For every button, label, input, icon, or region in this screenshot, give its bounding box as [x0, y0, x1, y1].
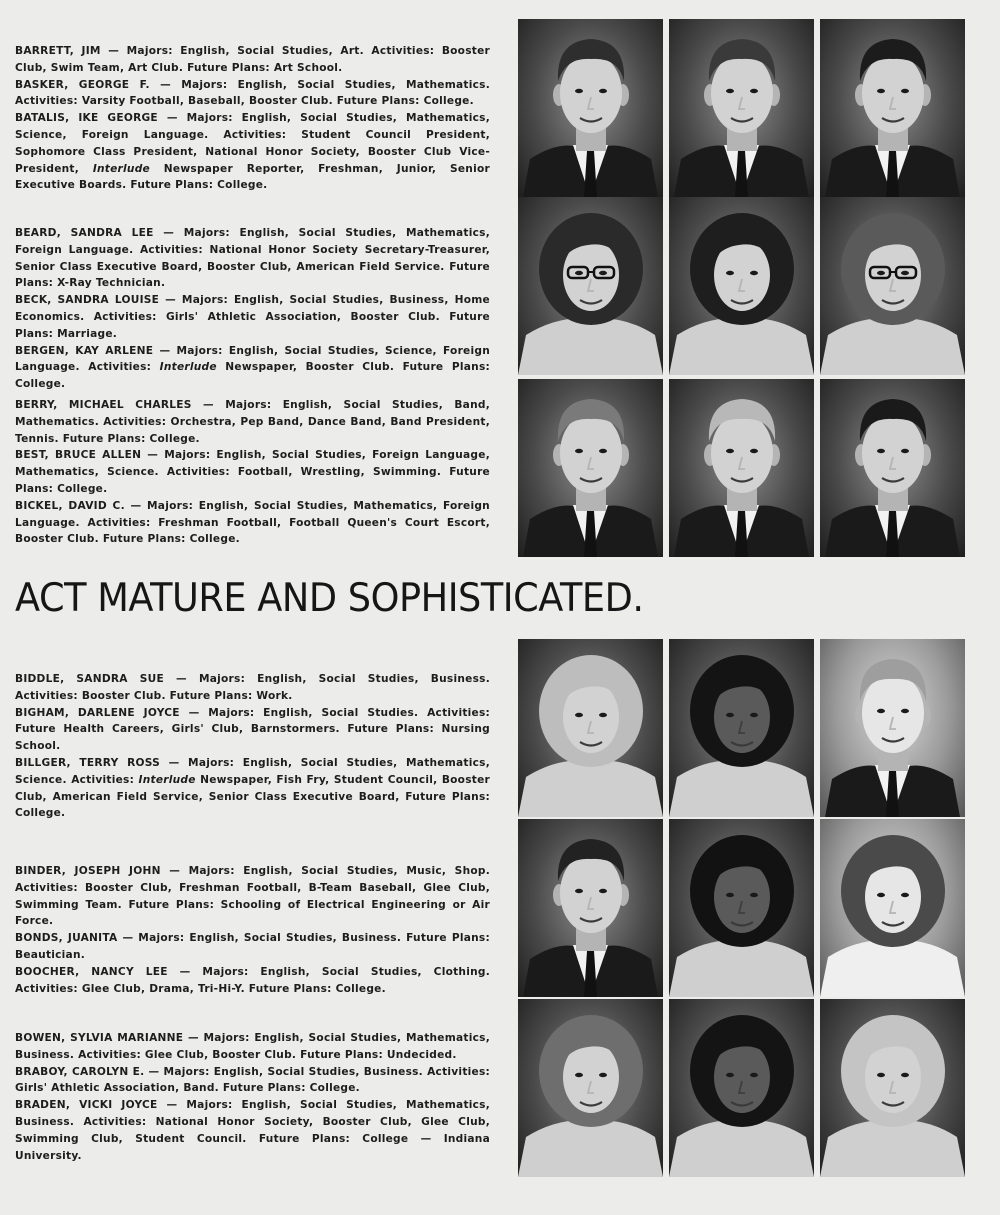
senior-details: Majors: English, Social Studies, Science, Foreign Language. Activities: [15, 344, 490, 374]
senior-name: BASKER, GEORGE F. [15, 78, 150, 91]
senior-name: BINDER, JOSEPH JOHN [15, 865, 161, 877]
senior-group-1 [15, 43, 490, 194]
senior-details: Newspaper Reporter, Freshman, Junior, Senior Executive Boards. Future Plans: College. [15, 162, 490, 192]
senior-portrait-photo [820, 379, 965, 557]
senior-portrait-photo [820, 999, 965, 1177]
senior-portrait-photo [518, 19, 663, 197]
senior-details: Majors: English, Social Studies, Business. Activities: Booster Club. Future Plans: Work. [15, 673, 490, 702]
senior-details: Majors: English, Social Studies, Mathematics, Foreign Language. Activities: Freshman Football, Football Queen's Court Escort, Booster Club. Future Plans: College. [15, 499, 490, 546]
senior-entry: BONDS, JUANITA — Majors: English, Social Studies, Business. Future Plans: Beautician. [15, 932, 490, 961]
senior-name: BILLGER, TERRY ROSS [15, 756, 161, 769]
senior-name: BERRY, MICHAEL CHARLES [15, 399, 192, 411]
senior-entry: BINDER, JOSEPH JOHN — Majors: English, Social Studies, Music, Shop. Activities: Booster Club, Freshman Football, B-Team Baseball, Glee Club, Swimming Team. Future Plans: Schooling of Electrical Engineering or Air Force. [15, 865, 490, 928]
senior-name: BOOCHER, NANCY LEE [15, 965, 168, 978]
newspaper-title: Interlude [138, 773, 196, 786]
senior-details: Newspaper, Fish Fry, Student Council, Booster Club, American Field Service, Senior Class Executive Board, Future Plans: College. [15, 773, 490, 820]
senior-details: Majors: English, Social Studies, Art. Activities: Booster Club, Swim Team, Art Club. Future Plans: Art School. [15, 45, 490, 74]
senior-group-2 [15, 225, 490, 393]
senior-entry: BRABOY, CAROLYN E. — Majors: English, Social Studies, Business. Activities: Girls' Athletic Association, Band. Future Plans: College. [15, 1065, 490, 1095]
senior-name: BEARD, SANDRA LEE [15, 227, 154, 239]
senior-details: Majors: English, Social Studies, Business. Activities: Girls' Athletic Association, Band. Future Plans: College. [15, 1065, 490, 1095]
senior-portrait-photo [669, 999, 814, 1177]
senior-portrait-photo [669, 19, 814, 197]
senior-name: BOWEN, SYLVIA MARIANNE [15, 1032, 184, 1044]
senior-entry: BASKER, GEORGE F. — Majors: English, Social Studies, Mathematics. Activities: Varsity Football, Baseball, Booster Club. Future Plans: College. [15, 78, 490, 108]
senior-details: Majors: English, Social Studies, Music, Shop. Activities: Booster Club, Freshman Football, B-Team Baseball, Glee Club, Swimming Team. Future Plans: Schooling of Electrical Engineering or Air Force. [15, 865, 490, 928]
senior-details: Majors: English, Social Studies, Mathematics, Science. Activities: [15, 756, 490, 786]
senior-portrait-photo [518, 379, 663, 557]
newspaper-title: Interlude [92, 162, 150, 175]
senior-portrait-photo [820, 639, 965, 817]
senior-name: BEST, BRUCE ALLEN [15, 449, 142, 462]
senior-details: Majors: English, Social Studies, Mathematics, Business. Activities: National Honor Society, Booster Club, Glee Club, Swimming Club, Student Council. Future Plans: College — Indiana University. [15, 1099, 490, 1162]
senior-name: BONDS, JUANITA [15, 932, 118, 945]
senior-entry: BIGHAM, DARLENE JOYCE — Majors: English, Social Studies. Activities: Future Health Careers, Girls' Club, Barnstormers. Future Plans: Nursing School. [15, 706, 490, 753]
senior-portrait-photo [518, 639, 663, 817]
newspaper-title: Interlude [159, 361, 217, 374]
senior-name: BRADEN, VICKI JOYCE [15, 1099, 158, 1112]
senior-details: Majors: English, Social Studies, Business. Future Plans: Beautician. [15, 932, 490, 961]
senior-entry: BILLGER, TERRY ROSS — Majors: English, Social Studies, Mathematics, Science. Activities: Interlude Newspaper, Fish Fry, Student Council, Booster Club, American Field Service, Senior Class Executive Board, Future Plans: College. [15, 756, 490, 820]
senior-portrait-photo [518, 999, 663, 1177]
page-headline: ACT MATURE AND SOPHISTICATED. [15, 576, 644, 621]
senior-entry: BERGEN, KAY ARLENE — Majors: English, Social Studies, Science, Foreign Language. Activities: Interlude Newspaper, Booster Club. Future Plans: College. [15, 344, 490, 391]
senior-entry: BERRY, MICHAEL CHARLES — Majors: English, Social Studies, Band, Mathematics. Activities: Orchestra, Pep Band, Dance Band, Band President, Tennis. Future Plans: College. [15, 399, 490, 445]
senior-details: Majors: English, Social Studies, Clothing. Activities: Glee Club, Drama, Tri-Hi-Y. Future Plans: College. [15, 965, 490, 995]
senior-entry: BRADEN, VICKI JOYCE — Majors: English, Social Studies, Mathematics, Business. Activities: National Honor Society, Booster Club, Glee Club, Swimming Club, Student Council. Future Plans: College — Indiana University. [15, 1099, 490, 1162]
senior-details: Majors: English, Social Studies, Mathematics, Science, Foreign Language. Activities: Student Council President, Sophomore Class President, National Honor Society, Booster Club Vice-President, [15, 112, 490, 175]
senior-details: Majors: English, Social Studies, Mathematics, Foreign Language. Activities: National Honor Society Secretary-Treasurer, Senior Class Executive Board, Booster Club, American Field Service. Future Plans: X-Ray Technician. [15, 227, 490, 290]
senior-portrait-photo [820, 819, 965, 997]
senior-portrait-photo [669, 379, 814, 557]
senior-entry: BEARD, SANDRA LEE — Majors: English, Social Studies, Mathematics, Foreign Language. Activities: National Honor Society Secretary-Treasurer, Senior Class Executive Board, Booster Club, American Field Service. Future Plans: X-Ray Technician. [15, 227, 490, 290]
senior-details: Majors: English, Social Studies, Mathematics, Business. Activities: Glee Club, Booster Club. Future Plans: Undecided. [15, 1032, 490, 1061]
senior-portrait-photo [820, 19, 965, 197]
senior-portrait-photo [820, 197, 965, 375]
senior-details: Majors: English, Social Studies. Activities: Future Health Careers, Girls' Club, Barnstormers. Future Plans: Nursing School. [15, 706, 490, 753]
senior-group-5 [15, 863, 490, 997]
senior-portrait-photo [669, 819, 814, 997]
senior-group-6 [15, 1030, 490, 1164]
senior-portrait-photo [669, 197, 814, 375]
senior-group-4 [15, 671, 490, 822]
senior-entry: BIDDLE, SANDRA SUE — Majors: English, Social Studies, Business. Activities: Booster Club. Future Plans: Work. [15, 673, 490, 702]
senior-portrait-photo [669, 639, 814, 817]
senior-name: BIGHAM, DARLENE JOYCE [15, 706, 180, 719]
senior-portrait-photo [518, 197, 663, 375]
senior-entry: BOWEN, SYLVIA MARIANNE — Majors: English, Social Studies, Mathematics, Business. Activities: Glee Club, Booster Club. Future Plans: Undecided. [15, 1032, 490, 1061]
senior-name: BECK, SANDRA LOUISE [15, 294, 160, 307]
senior-details: Newspaper, Booster Club. Future Plans: College. [15, 361, 490, 391]
senior-name: BICKEL, DAVID C. [15, 499, 125, 512]
senior-name: BIDDLE, SANDRA SUE [15, 673, 165, 685]
senior-name: BERGEN, KAY ARLENE [15, 344, 154, 357]
senior-entry: BARRETT, JIM — Majors: English, Social Studies, Art. Activities: Booster Club, Swim Team, Art Club. Future Plans: Art School. [15, 45, 490, 74]
senior-entry: BOOCHER, NANCY LEE — Majors: English, Social Studies, Clothing. Activities: Glee Club, Drama, Tri-Hi-Y. Future Plans: College. [15, 965, 490, 995]
senior-details: Majors: English, Social Studies, Business, Home Economics. Activities: Girls' Athletic Association, Booster Club. Future Plans: Marriage. [15, 294, 490, 340]
senior-name: BATALIS, IKE GEORGE [15, 112, 158, 125]
senior-portrait-photo [518, 819, 663, 997]
senior-entry: BECK, SANDRA LOUISE — Majors: English, Social Studies, Business, Home Economics. Activities: Girls' Athletic Association, Booster Club. Future Plans: Marriage. [15, 294, 490, 340]
senior-details: Majors: English, Social Studies, Mathematics. Activities: Varsity Football, Baseball, Booster Club. Future Plans: College. [15, 78, 490, 108]
senior-entry: BEST, BRUCE ALLEN — Majors: English, Social Studies, Foreign Language, Mathematics, Science. Activities: Football, Wrestling, Swimming. Future Plans: College. [15, 449, 490, 495]
senior-entry: BATALIS, IKE GEORGE — Majors: English, Social Studies, Mathematics, Science, Foreign Language. Activities: Student Council President, Sophomore Class President, National Honor Society, Booster Club Vice-President, Interlude Newspaper Reporter, Freshman, Junior, Senior Executive Boards. Future Plans: College. [15, 112, 490, 192]
senior-group-3 [15, 397, 490, 548]
senior-details: Majors: English, Social Studies, Foreign Language, Mathematics, Science. Activities: Football, Wrestling, Swimming. Future Plans: College. [15, 449, 490, 495]
senior-name: BRABOY, CAROLYN E. [15, 1065, 145, 1078]
senior-details: Majors: English, Social Studies, Band, Mathematics. Activities: Orchestra, Pep Band, Dance Band, Band President, Tennis. Future Plans: College. [15, 399, 490, 445]
senior-entry: BICKEL, DAVID C. — Majors: English, Social Studies, Mathematics, Foreign Language. Activities: Freshman Football, Football Queen's Court Escort, Booster Club. Future Plans: College. [15, 499, 490, 546]
senior-name: BARRETT, JIM [15, 45, 101, 57]
